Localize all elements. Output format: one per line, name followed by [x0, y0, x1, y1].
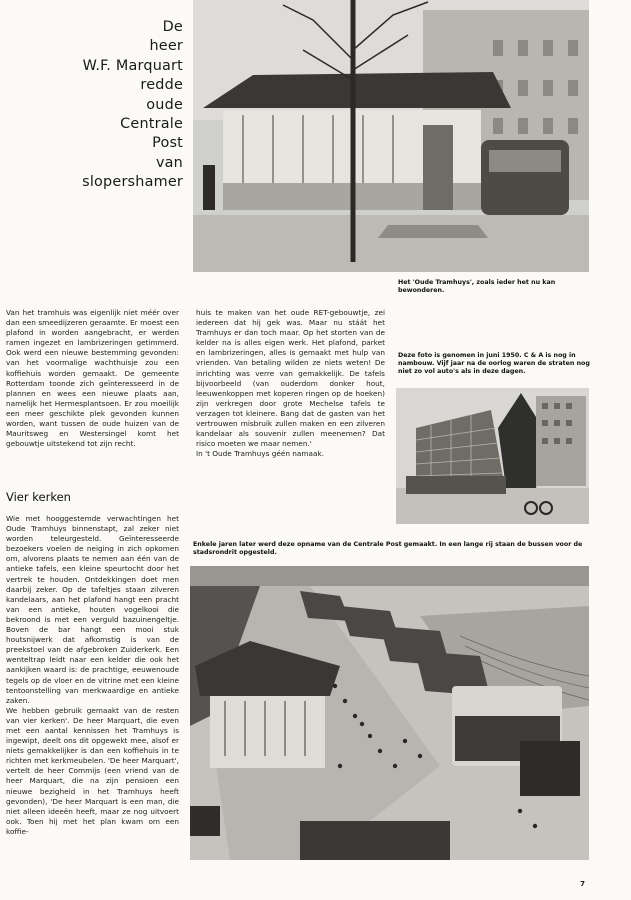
- title-line: redde: [140, 77, 183, 94]
- title-line: Post: [152, 135, 183, 152]
- page-number: 7: [580, 880, 585, 888]
- paragraph: Van het tramhuis was eigenlijk niet méér over dan een smeedijzeren geraamte. Er moest een plafond in worden aangebracht, er werden ramen ingezet en lambrizeringen getimmerd. Ook werd een nieuwe bestemming gevonden: van het voormalige wachthuisje zou een koffiehuis worden gemaakt. De gemeente Rotterdam toonde zich geïnteresseerd in de plannen en wees een nieuwe plaats aan, namelijk het Hermesplantsoen. Er zou moeilijk een meer geschikte plek gevonden kunnen worden, want tussen de oude huizen van de Mauritsweg en Westersingel komt het gebouwtje uitstekend tot zijn recht.: [6, 308, 179, 449]
- caption-tramhuys: Het 'Oude Tramhuys', zoals ieder het nu kan bewonderen.: [398, 279, 556, 295]
- title-line: oude: [146, 96, 183, 113]
- photo-1950: [396, 388, 589, 524]
- paragraph: We hebben gebruik gemaakt van de resten van vier kerken'. De heer Marquart, die even met een aantal kennissen het Tramhuys is ingewipt, deelt ons dit opgewekt mee, alsof er niets gemakkelijker is dan een koffiehuis in te richten met kerkmeubelen. 'De heer Marquart', vertelt de heer Commijs (een vriend van de heer Marquart, die na zijn pensioen een nieuwe bezigheid in het Tramhuys heeft gevonden), 'De heer Marquart is een man, die niet alleen ideeën heeft, maar ze nog uitvoert ook. Toen hij met het plan kwam om een koffie-: [6, 705, 179, 836]
- body-left-vier-kerken: [6, 514, 179, 837]
- body-left-intro: [6, 308, 179, 449]
- paragraph: In 't Oude Tramhuys géén namaak.: [196, 449, 324, 459]
- caption-juni-1950: Deze foto is genomen in juni 1950. C & A is nog in nambouw. Vijf jaar na de oorlog waren de straten nog niet zo vol auto's als in deze dagen.: [398, 352, 590, 376]
- paragraph: Wie met hooggestemde verwachtingen het Oude Tramhuys binnenstapt, zal zeker niet worden teleurgesteld. Geïnteresseerde bezoekers voelen de neiging in zich opkomen om, alvorens plaats te nemen aan één van de antieke tafels, een kleine speurtocht door het vertrek te houden. Ontdekkingen doet men daarbij zeker. Op de tafeltjes staan zilveren kandelaars, aan het plafond hangt een pracht van een antieke, houten vogelkooi die bekroond is met een verguld bazuinengeltje. Boven de bar hangt een mooi stuk houtsnijwerk dat afkomstig is van de preekstoel van de afgebroken Zuiderkerk. Een wenteltrap leidt naar een kelder die ook het aankijken waard is: de prachtige, eeuwenoude tegels op de vloer en de vitrine met een kleine tentoonstelling van merkwaardige en antieke zaken.: [6, 514, 179, 705]
- article-title: [20, 18, 183, 193]
- photo-tramhuys: [193, 0, 589, 272]
- caption-centrale-post: Enkele jaren later werd deze opname van de Centrale Post gemaakt. In een lange rij staan de bussen voor de stadsrondrit opgesteld.: [193, 541, 583, 557]
- title-line: van: [155, 154, 183, 171]
- body-middle: [196, 308, 385, 459]
- title-line: Centrale: [120, 116, 183, 133]
- title-line: W.F. Marquart: [82, 57, 183, 74]
- title-line: heer: [149, 38, 183, 55]
- photo-centrale-post: [190, 566, 589, 860]
- title-line: slopershamer: [82, 174, 183, 191]
- section-heading: Vier kerken: [6, 490, 71, 504]
- title-line: De: [162, 19, 183, 35]
- paragraph: huis te maken van het oude RET-gebouwtje, zei iedereen dat hij gek was. Maar nu stáát het Tramhuys er dan toch maar. Op het storten van de kelder na is alles eigen werk. Het plafond, parket en lambrizeringen, alles is gemaakt met hulp van vrienden. Van betaling wilden ze niets weten! De inrichting was verre van gemakkelijk. De tafels bijvoorbeeld (van ouderdom donker hout, leeuwenkoppen met koperen ringen op de hoeken) zijn verkregen door grote Mechelse tafels te verzagen tot kleinere. Bang dat de gasten van het vertrouwen misbruik zullen maken en een zilveren kandelaar als souvenir zullen meenemen? Dat risico moeten we maar nemen.': [196, 308, 385, 449]
